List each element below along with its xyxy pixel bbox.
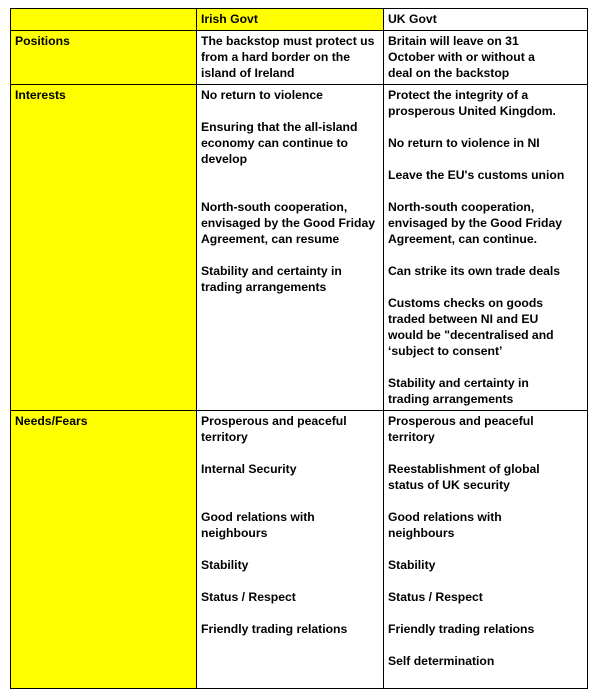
positions-label: Positions	[15, 34, 70, 48]
positions-irish-item: The backstop must protect us from a hard border on the island of Ireland	[201, 34, 375, 80]
interests-uk-cell	[384, 85, 588, 411]
interests-label-cell	[11, 85, 197, 411]
positions-label-cell	[11, 31, 197, 85]
interests-uk-item-1: Protect the integrity of a prosperous United Kingdom.	[388, 88, 556, 118]
comparison-table	[10, 8, 588, 689]
interests-irish-item-3: North-south cooperation, envisaged by the Good Friday Agreement, can resume	[201, 200, 376, 246]
interests-irish-cell	[197, 85, 384, 411]
uk-govt-header	[384, 9, 588, 31]
needs-fears-label-cell	[11, 411, 197, 689]
needs-uk-item-4: Stability	[388, 558, 436, 572]
uk-govt-header-label: UK Govt	[388, 12, 437, 26]
needs-irish-item-6: Friendly trading relations	[201, 622, 348, 636]
interests-row	[11, 85, 588, 411]
needs-uk-item-1: Prosperous and peaceful territory	[388, 414, 534, 444]
interests-label: Interests	[15, 88, 66, 102]
interests-uk-item-4: North-south cooperation, envisaged by the Good Friday Agreement, can continue.	[388, 200, 563, 246]
interests-uk-item-5: Can strike its own trade deals	[388, 264, 561, 278]
needs-uk-cell	[384, 411, 588, 689]
irish-govt-header-label: Irish Govt	[201, 12, 258, 26]
positions-row	[11, 31, 588, 85]
needs-fears-row	[11, 411, 588, 689]
needs-uk-item-7: Self determination	[388, 654, 495, 668]
needs-irish-cell	[197, 411, 384, 689]
needs-fears-label: Needs/Fears	[15, 414, 88, 428]
needs-uk-item-6: Friendly trading relations	[388, 622, 535, 636]
interests-uk-item-2: No return to violence in NI	[388, 136, 540, 150]
needs-irish-item-1: Prosperous and peaceful territory	[201, 414, 347, 444]
needs-uk-item-2: Reestablishment of global status of UK security	[388, 462, 540, 492]
interests-irish-item-2: Ensuring that the all-island economy can continue to develop	[201, 120, 358, 166]
interests-irish-item-4: Stability and certainty in trading arrangements	[201, 264, 342, 294]
needs-uk-item-3: Good relations with neighbours	[388, 510, 502, 540]
interests-irish-item-1: No return to violence	[201, 88, 323, 102]
needs-irish-item-2: Internal Security	[201, 462, 297, 476]
irish-govt-header	[197, 9, 384, 31]
interests-uk-item-6: Customs checks on goods traded between NI and EU would be "decentralised and ‘subject to consent’	[388, 296, 554, 358]
positions-uk-cell	[384, 31, 588, 85]
positions-irish-cell	[197, 31, 384, 85]
header-row	[11, 9, 588, 31]
interests-uk-item-3: Leave the EU's customs union	[388, 168, 565, 182]
corner-cell	[11, 9, 197, 31]
interests-uk-item-7: Stability and certainty in trading arrangements	[388, 376, 529, 406]
needs-irish-item-5: Status / Respect	[201, 590, 296, 604]
needs-uk-item-5: Status / Respect	[388, 590, 483, 604]
needs-irish-item-4: Stability	[201, 558, 249, 572]
needs-irish-item-3: Good relations with neighbours	[201, 510, 315, 540]
positions-uk-item: Britain will leave on 31 October with or without a deal on the backstop	[388, 34, 535, 80]
